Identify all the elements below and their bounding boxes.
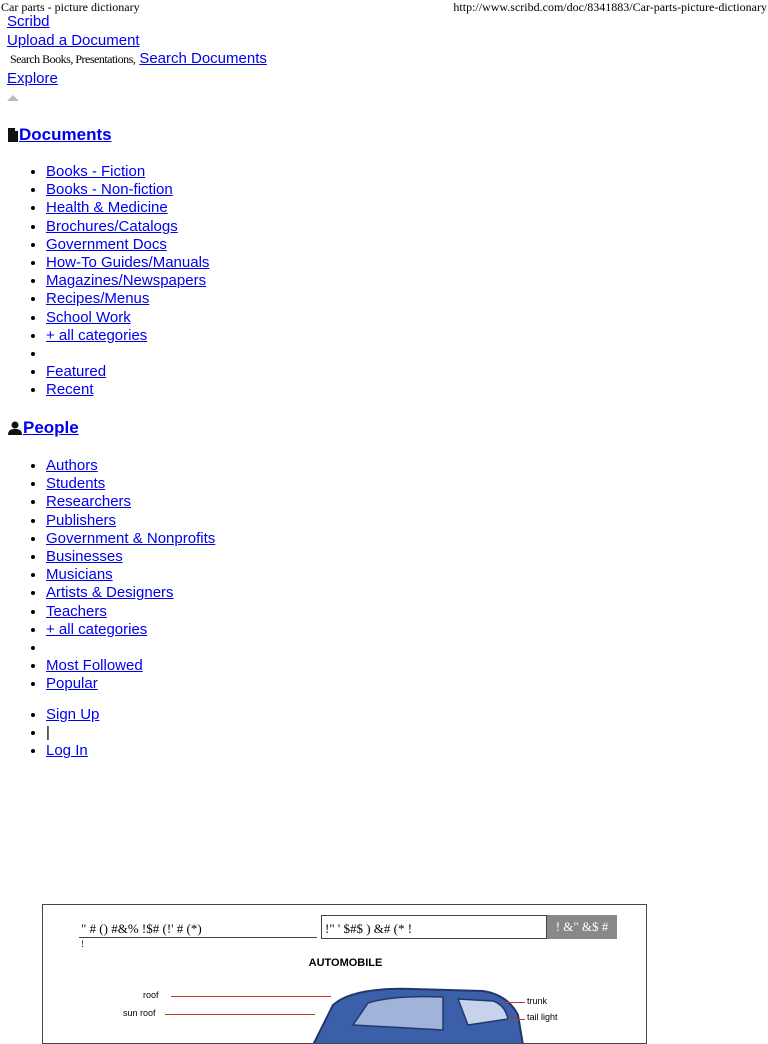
log-in-link[interactable]: Log In — [46, 742, 88, 760]
list-item — [46, 566, 215, 584]
list-item — [46, 603, 215, 621]
category-link[interactable]: Businesses — [46, 547, 123, 565]
sign-up-link[interactable]: Sign Up — [46, 706, 100, 723]
list-item — [46, 530, 215, 548]
category-link[interactable]: Authors — [46, 457, 98, 474]
separator: | — [46, 724, 50, 742]
documents-link[interactable]: Documents — [19, 125, 112, 144]
category-link[interactable]: Books - Fiction — [46, 163, 146, 180]
scribd-home-link[interactable]: Scribd — [7, 13, 50, 30]
list-item — [46, 512, 215, 530]
list-item — [46, 621, 215, 639]
person-icon — [7, 421, 23, 435]
doc-header-dark-box: ! &" &$ # — [547, 915, 617, 939]
label-line — [503, 1002, 525, 1003]
list-item — [46, 675, 215, 693]
upload-document-link[interactable]: Upload a Document — [7, 32, 140, 49]
list-item — [46, 457, 215, 475]
all-categories-link[interactable]: + all categories — [46, 326, 148, 344]
doc-header-mark: ! — [81, 939, 84, 949]
category-link[interactable]: Books - Non-fiction — [46, 181, 173, 199]
list-item — [46, 657, 215, 675]
label-line — [508, 1019, 525, 1020]
label-trunk: trunk — [527, 996, 548, 1006]
doc-header-mid-text: !" ' $#$ ) &# (* ! — [325, 921, 413, 936]
list-item — [46, 309, 209, 327]
car-illustration — [293, 985, 533, 1044]
doc-header-left-text: " # () #&% !$# (!' # (*) — [81, 921, 202, 936]
category-link[interactable]: Brochures/Catalogs — [46, 217, 178, 235]
doc-title: AUTOMOBILE — [308, 957, 383, 969]
list-item — [46, 181, 209, 199]
all-categories-link[interactable]: + all categories — [46, 620, 148, 638]
list-item — [46, 742, 99, 760]
featured-link[interactable]: Featured — [46, 363, 107, 381]
list-item — [46, 548, 215, 566]
label-roof: roof — [143, 990, 159, 1000]
popular-link[interactable]: Popular — [46, 675, 98, 693]
people-heading — [7, 418, 79, 438]
page-header-url: http://www.scribd.com/doc/8341883/Car-parts-picture-dictionary — [453, 0, 767, 14]
people-link[interactable]: People — [23, 418, 79, 437]
account-list — [0, 706, 99, 761]
search-input[interactable]: Search Books, Presentations, — [10, 52, 136, 66]
category-link[interactable]: Teachers — [46, 602, 107, 620]
most-followed-link[interactable]: Most Followed — [46, 657, 143, 675]
document-preview[interactable] — [42, 904, 647, 1044]
category-link[interactable]: School Work — [46, 308, 131, 326]
category-link[interactable]: Magazines/Newspapers — [46, 272, 207, 290]
category-link[interactable]: Health & Medicine — [46, 199, 168, 217]
documents-heading — [7, 125, 112, 145]
list-item — [46, 584, 215, 602]
document-icon — [7, 128, 19, 142]
list-item — [46, 724, 99, 742]
search-documents-link[interactable]: Search Documents — [139, 50, 267, 67]
documents-category-list — [0, 163, 209, 399]
page-header-title: Car parts - picture dictionary — [1, 0, 140, 14]
list-item — [46, 327, 209, 345]
recent-link[interactable]: Recent — [46, 381, 94, 399]
list-item — [46, 163, 209, 181]
doc-header-underline — [79, 937, 317, 938]
list-item — [46, 363, 209, 381]
category-link[interactable]: Publishers — [46, 511, 117, 529]
list-item — [46, 199, 209, 217]
list-item — [46, 639, 215, 657]
category-link[interactable]: Musicians — [46, 566, 113, 584]
category-link[interactable]: Artists & Designers — [46, 584, 174, 602]
category-link[interactable]: Researchers — [46, 493, 132, 511]
list-item — [46, 218, 209, 236]
category-link[interactable]: Students — [46, 475, 106, 493]
category-link[interactable]: Government Docs — [46, 235, 167, 253]
explore-link[interactable]: Explore — [7, 70, 58, 87]
list-item — [46, 272, 209, 290]
list-item — [46, 475, 215, 493]
category-link[interactable]: Government & Nonprofits — [46, 529, 216, 547]
list-item — [46, 706, 99, 724]
list-item — [46, 290, 209, 308]
list-item — [46, 236, 209, 254]
caret-up-icon[interactable] — [7, 95, 19, 101]
search-row — [7, 50, 267, 68]
list-item — [46, 345, 209, 363]
people-category-list — [0, 457, 215, 693]
list-item — [46, 254, 209, 272]
category-link[interactable]: Recipes/Menus — [46, 290, 150, 308]
list-item — [46, 493, 215, 511]
list-item — [46, 381, 209, 399]
category-link[interactable]: How-To Guides/Manuals — [46, 253, 210, 271]
label-sun-roof: sun roof — [123, 1008, 156, 1018]
label-tail-light: tail light — [527, 1012, 558, 1022]
